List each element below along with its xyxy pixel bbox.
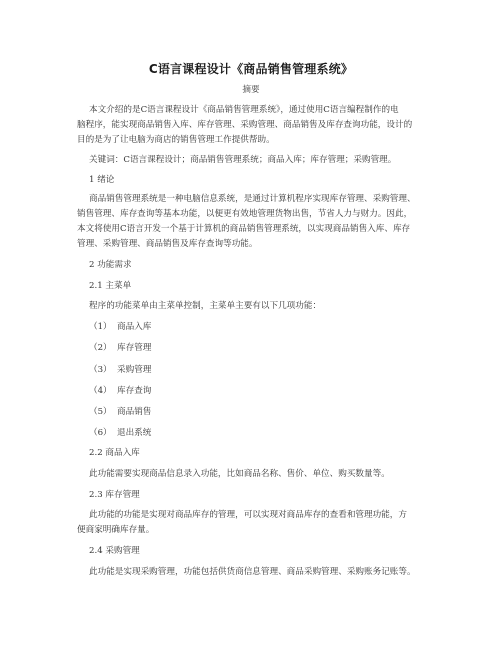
section-2-4-heading: 2.4 采购管理 [89, 546, 140, 556]
menu-item-label: 退出系统 [117, 428, 152, 438]
menu-item-label: 采购管理 [117, 365, 152, 375]
menu-item-label: 库存查询 [117, 386, 152, 396]
menu-item-number: （3） [89, 365, 112, 375]
section-1-line: 销售管理、库存查询等基本功能，以便更有效地管理货物出售，节省人力与财力。因此， [77, 209, 413, 219]
section-1-line: 本文将使用C语言开发一个基于计算机的商品销售管理系统，以实现商品销售入库、库存 [77, 224, 411, 234]
section-2-1-intro: 程序的功能菜单由主菜单控制，主菜单主要有以下几项功能： [89, 301, 322, 311]
abstract-heading: 摘要 [242, 85, 260, 95]
menu-list-item [89, 342, 429, 355]
menu-list-item [89, 385, 429, 398]
section-2-4-text: 此功能是实现采购管理，功能包括供货商信息管理、商品采购管理、采购账务记账等。 [89, 567, 416, 577]
abstract-line: 目的是为了让电脑为商店的销售管理工作提供帮助。 [77, 135, 275, 145]
menu-list-item [89, 364, 429, 377]
menu-list-item [89, 406, 429, 419]
section-2-1-heading: 2.1 主菜单 [89, 281, 132, 291]
section-2-3-line: 便商家明确库存量。 [77, 525, 155, 535]
section-2-heading: 2 功能需求 [89, 260, 132, 270]
menu-item-number: （4） [89, 386, 112, 396]
keywords-line: 关键词：C语言课程设计；商品销售管理系统；商品入库；库存管理；采购管理。 [89, 155, 397, 165]
menu-item-label: 商品入库 [117, 322, 152, 332]
menu-item-label: 库存管理 [117, 343, 152, 353]
section-2-3-heading: 2.3 库存管理 [89, 490, 140, 500]
section-2-2-text: 此功能需要实现商品信息录入功能，比如商品名称、售价、单位、购买数量等。 [89, 469, 390, 479]
menu-item-number: （2） [89, 343, 112, 353]
section-2-3-line: 此功能的功能是实现对商品库存的管理，可以实现对商品库存的查看和管理功能，方 [89, 510, 407, 520]
section-1-heading: 1 绪论 [89, 175, 115, 185]
menu-item-number: （1） [89, 322, 112, 332]
section-2-2-heading: 2.2 商品入库 [89, 448, 140, 458]
menu-list-item [89, 321, 429, 334]
menu-item-label: 商品销售 [117, 407, 152, 417]
menu-item-number: （5） [89, 407, 112, 417]
menu-item-number: （6） [89, 428, 112, 438]
abstract-line: 脑程序，能实现商品销售入库、库存管理、采购管理、商品销售及库存查询功能，设计的 [77, 120, 413, 130]
section-1-line: 管理、采购管理、商品销售及库存查询等功能。 [77, 239, 258, 249]
menu-list-item [89, 427, 429, 440]
abstract-line: 本文介绍的是C语言课程设计《商品销售管理系统》，通过使用C语言编程制作的电 [89, 105, 399, 115]
section-1-line: 商品销售管理系统是一种电脑信息系统，是通过计算机程序实现库存管理、采购管理、 [89, 194, 416, 204]
document-title: C语言课程设计《商品销售管理系统》 [148, 62, 354, 76]
